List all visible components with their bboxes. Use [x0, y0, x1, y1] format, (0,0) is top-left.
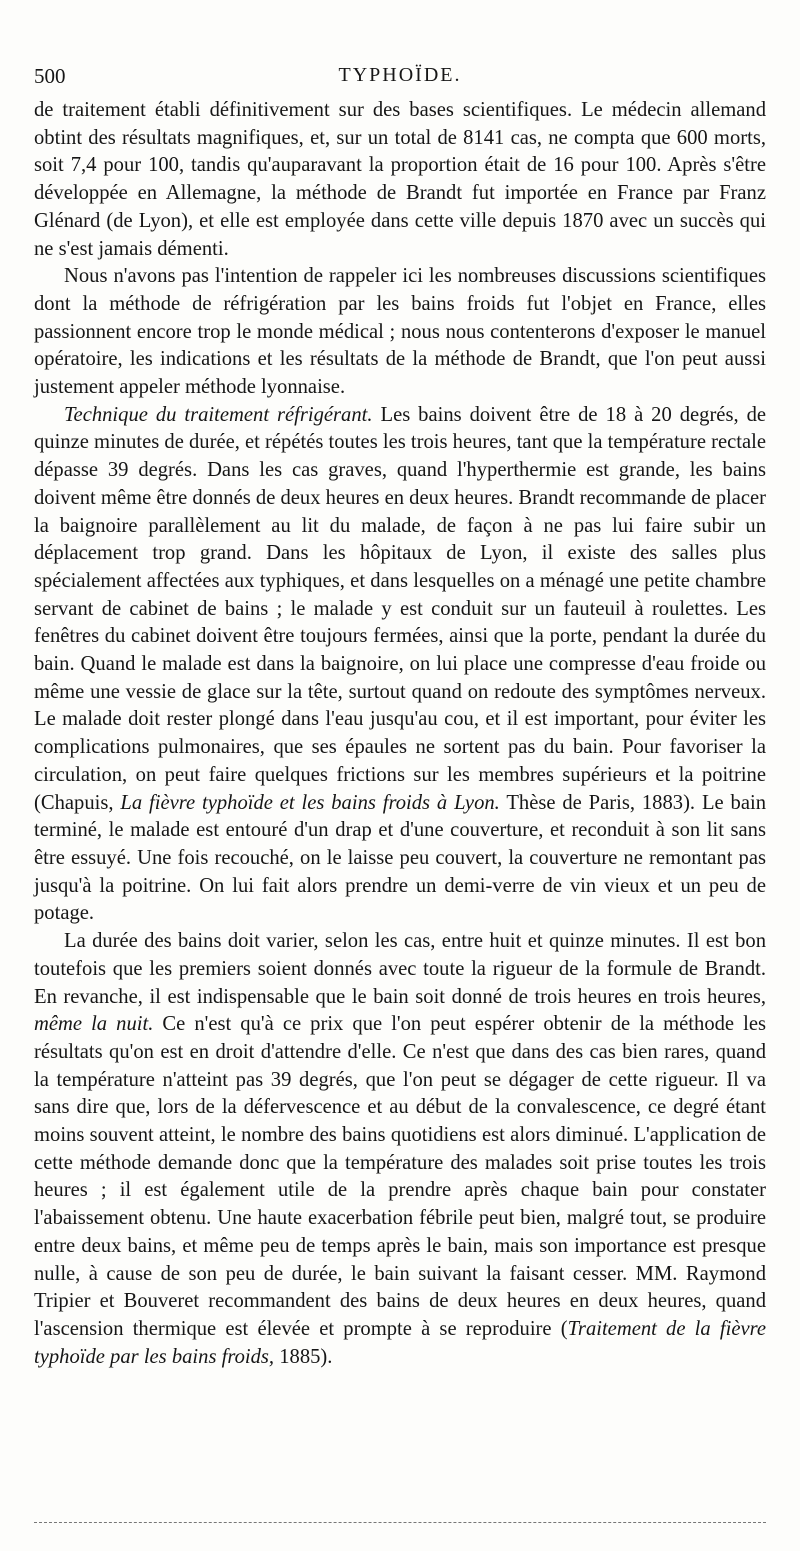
paragraph-continuation — [34, 97, 766, 263]
footer-rule — [34, 1522, 766, 1523]
body-text — [34, 97, 766, 1371]
paragraph-duration — [34, 928, 766, 1371]
paragraph-text: de traitement établi définitivement sur des bases scientifiques. Le médecin allemand obtint des résultats magnifiques, et, sur un total de 8141 cas, ne compta que 600 morts, soit 7,4 pour 100, tandis qu'auparavant la proportion était de 16 pour 100. Après s'être développée en Allemagne, la méthode de Brandt fut importée en France par Franz Glénard (de Lyon), et elle est employée dans cette ville depuis 1870 avec un succès qui ne s'est jamais démenti. — [34, 99, 766, 260]
paragraph-text: Nous n'avons pas l'intention de rappeler ici les nombreuses discussions scientifiques dont la méthode de réfrigération par les bains froids fut l'objet en France, elles passionnent encore trop le monde médical ; nous nous contenterons d'exposer le manuel opératoire, les indications et les résultats de la méthode de Brandt, que l'on peut aussi justement appeler méthode lyonnaise. — [34, 265, 766, 399]
page-number: 500 — [34, 64, 66, 88]
paragraph-text: Thèse de Paris, 1883). Le bain terminé, le malade est entouré d'un drap et d'une couverture, et reconduit à son lit sans être essuyé. Une fois recouché, on le laisse peu couvert, la couverture ne remontant pas jusqu'à la poitrine. On lui fait alors prendre un demi-verre de vin vieux et un peu de potage. — [34, 791, 766, 925]
emphasis-italic: même la nuit. — [34, 1013, 154, 1036]
citation-title-italic: La fièvre typhoïde et les bains froids à Lyon. — [120, 791, 500, 814]
page-header — [34, 64, 766, 94]
paragraph-discussions — [34, 263, 766, 402]
paragraph-text: Ce n'est qu'à ce prix que l'on peut espérer obtenir de la méthode les résultats qu'on est en droit d'attendre d'elle. Ce n'est que dans des cas bien rares, quand la température n'atteint pas 39 degrés, que l'on peut se dégager de cette rigueur. Il va sans dire que, lors de la défervescence et au début de la convalescence, ce degré étant moins souvent atteint, le nombre des bains quotidiens est alors diminué. L'application de cette méthode demande donc que la température des malades soit prise toutes les trois heures ; il est également utile de la prendre après chaque bain pour constater l'abaissement obtenu. Une haute exacerbation fébrile peut bien, malgré tout, se produire entre deux bains, et même peu de temps après le bain, mais son importance est presque nulle, à cause de son peu de durée, le bain suivant la faisant cesser. MM. Raymond Tripier et Bouveret recommandent des bains de deux heures en deux heures, quand l'ascension thermique est élevée et prompte à se reproduire ( — [34, 1013, 766, 1340]
paragraph-text: 1885). — [274, 1345, 333, 1368]
paragraph-text: Les bains doivent être de 18 à 20 degrés, de quinze minutes de durée, et répétés toutes les trois heures, tant que la température rectale dépasse 39 degrés. Dans les cas graves, quand l'hyperthermie est grande, les bains doivent même être donnés de deux heures en deux heures. Brandt recommande de placer la baignoire parallèlement au lit du malade, de façon à ne pas lui faire subir un déplacement trop grand. Dans les hôpitaux de Lyon, il existe des salles plus spécialement affectées aux typhiques, et dans lesquelles on a ménagé une petite chambre servant de cabinet de bains ; le malade y est conduit sur un fauteuil à roulettes. Les fenêtres du cabinet doivent être toujours fermées, ainsi que la porte, pendant la durée du bain. Quand le malade est dans la baignoire, on lui place une compresse d'eau froide ou même une vessie de glace sur la tête, surtout quand on redoute des symptômes nerveux. Le malade doit rester plongé dans l'eau jusqu'au cou, et il est important, pour éviter les complications pulmonaires, que ses épaules ne sortent pas du bain. Pour favoriser la circulation, on peut faire quelques frictions sur les membres supérieurs et la poitrine (Chapuis, — [34, 403, 767, 814]
paragraph-text: La durée des bains doit varier, selon les cas, entre huit et quinze minutes. Il est bon toutefois que les premiers soient donnés avec toute la rigueur de la formule de Brandt. En revanche, il est indispensable que le bain soit donné de trois heures en trois heures, — [34, 930, 766, 1008]
running-title: TYPHOÏDE. — [338, 64, 462, 86]
section-heading-italic: Technique du traitement réfrigérant. — [64, 403, 373, 426]
paragraph-technique — [34, 402, 766, 928]
citation-title-italic: Traitement de la fièvre typhoïde par les bains froids, — [34, 1317, 767, 1368]
